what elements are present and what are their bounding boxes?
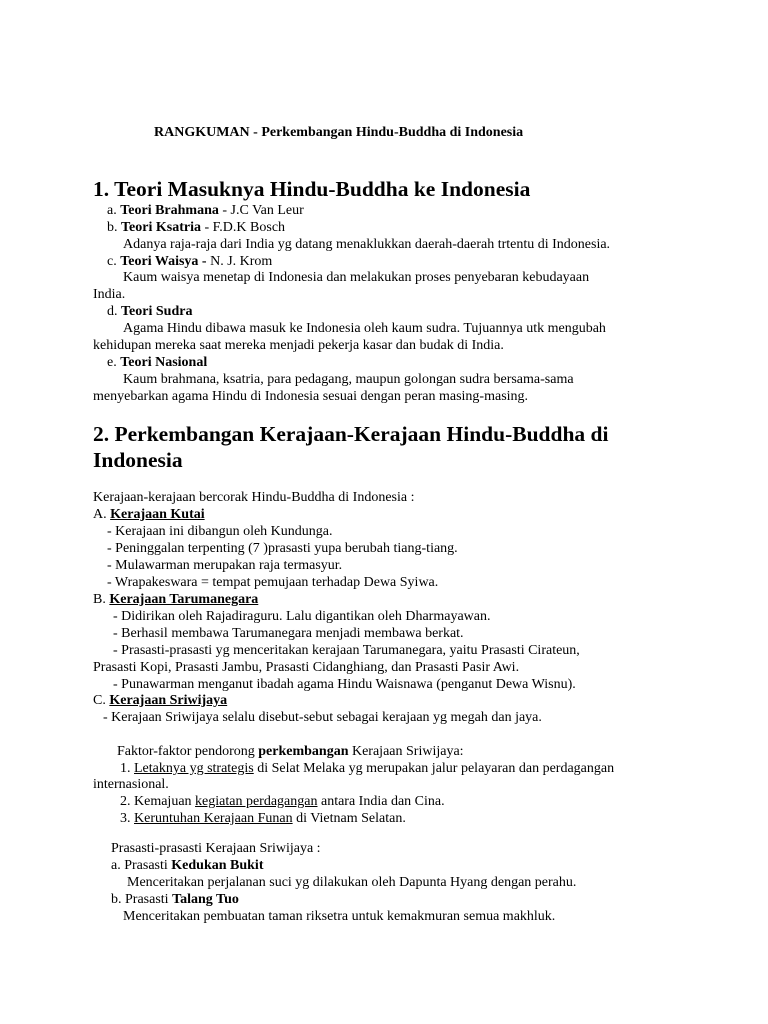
theory-e-desc-2: menyebarkan agama Hindu di Indonesia sesuai dengan peran masing-masing. [93,389,529,404]
factor-1: 1. Letaknya yg strategis di Selat Melaka yg merupakan jalur pelayaran dan perdagangan [120,761,615,776]
section-2-intro: Kerajaan-kerajaan bercorak Hindu-Buddha di Indonesia : [93,490,415,505]
document-title: RANGKUMAN - Perkembangan Hindu-Buddha di Indonesia [154,125,524,140]
kingdom-c-heading: C. Kerajaan Sriwijaya [93,693,228,708]
theory-c-desc-1: Kaum waisya menetap di Indonesia dan melakukan proses penyebaran kebudayaan [123,270,590,285]
kingdom-b-item: - Prasasti-prasasti yg menceritakan kerajaan Tarumanegara, yaitu Prasasti Cirateun, [113,643,580,658]
prasasti-b-desc: Menceritakan pembuatan taman riksetra untuk kemakmuran semua makhluk. [123,909,556,924]
theory-d: d. Teori Sudra [107,304,193,319]
theory-d-desc-1: Agama Hindu dibawa masuk ke Indonesia oleh kaum sudra. Tujuannya utk mengubah [123,321,606,336]
section-2-heading-line-2: Indonesia [93,448,183,472]
section-1-heading: 1. Teori Masuknya Hindu-Buddha ke Indonesia [93,177,531,201]
theory-b: b. Teori Ksatria - F.D.K Bosch [107,220,286,235]
prasasti-intro: Prasasti-prasasti Kerajaan Sriwijaya : [111,841,321,856]
theory-b-desc: Adanya raja-raja dari India yg datang menaklukkan daerah-daerah trtentu di Indonesia. [123,237,611,252]
kingdom-b-item: Prasasti Kopi, Prasasti Jambu, Prasasti Cidanghiang, dan Prasasti Pasir Awi. [93,660,520,675]
theory-e-desc-1: Kaum brahmana, ksatria, para pedagang, maupun golongan sudra bersama-sama [123,372,574,387]
prasasti-a: a. Prasasti Kedukan Bukit [111,858,264,873]
theory-c: c. Teori Waisya - N. J. Krom [107,254,273,269]
kingdom-a-item: - Wrapakeswara = tempat pemujaan terhadap Dewa Syiwa. [107,575,439,590]
theory-e: e. Teori Nasional [107,355,208,370]
factor-3: 3. Keruntuhan Kerajaan Funan di Vietnam Selatan. [120,811,406,826]
theory-a: a. Teori Brahmana - J.C Van Leur [107,203,304,218]
factor-1-cont: internasional. [93,777,169,792]
prasasti-a-desc: Menceritakan perjalanan suci yg dilakukan oleh Dapunta Hyang dengan perahu. [127,875,577,890]
section-2-heading-line-1: 2. Perkembangan Kerajaan-Kerajaan Hindu-Buddha di [93,422,609,446]
kingdom-a-item: - Mulawarman merupakan raja termasyur. [107,558,343,573]
prasasti-b: b. Prasasti Talang Tuo [111,892,239,907]
factors-intro: Faktor-faktor pendorong perkembangan Kerajaan Sriwijaya: [117,744,464,759]
kingdom-a-heading: A. Kerajaan Kutai [93,507,205,522]
kingdom-b-item: - Didirikan oleh Rajadiraguru. Lalu digantikan oleh Dharmayawan. [113,609,491,624]
kingdom-b-heading: B. Kerajaan Tarumanegara [93,592,259,607]
factor-2: 2. Kemajuan kegiatan perdagangan antara India dan Cina. [120,794,445,809]
theory-c-desc-2: India. [93,287,126,302]
kingdom-c-item: - Kerajaan Sriwijaya selalu disebut-sebut sebagai kerajaan yg megah dan jaya. [103,710,542,725]
kingdom-b-item: - Berhasil membawa Tarumanegara menjadi membawa berkat. [113,626,464,641]
theory-d-desc-2: kehidupan mereka saat mereka menjadi pekerja kasar dan budak di India. [93,338,504,353]
kingdom-b-item: - Punawarman menganut ibadah agama Hindu Waisnawa (penganut Dewa Wisnu). [113,677,576,692]
kingdom-a-item: - Kerajaan ini dibangun oleh Kundunga. [107,524,333,539]
kingdom-a-item: - Peninggalan terpenting (7 )prasasti yupa berubah tiang-tiang. [107,541,458,556]
